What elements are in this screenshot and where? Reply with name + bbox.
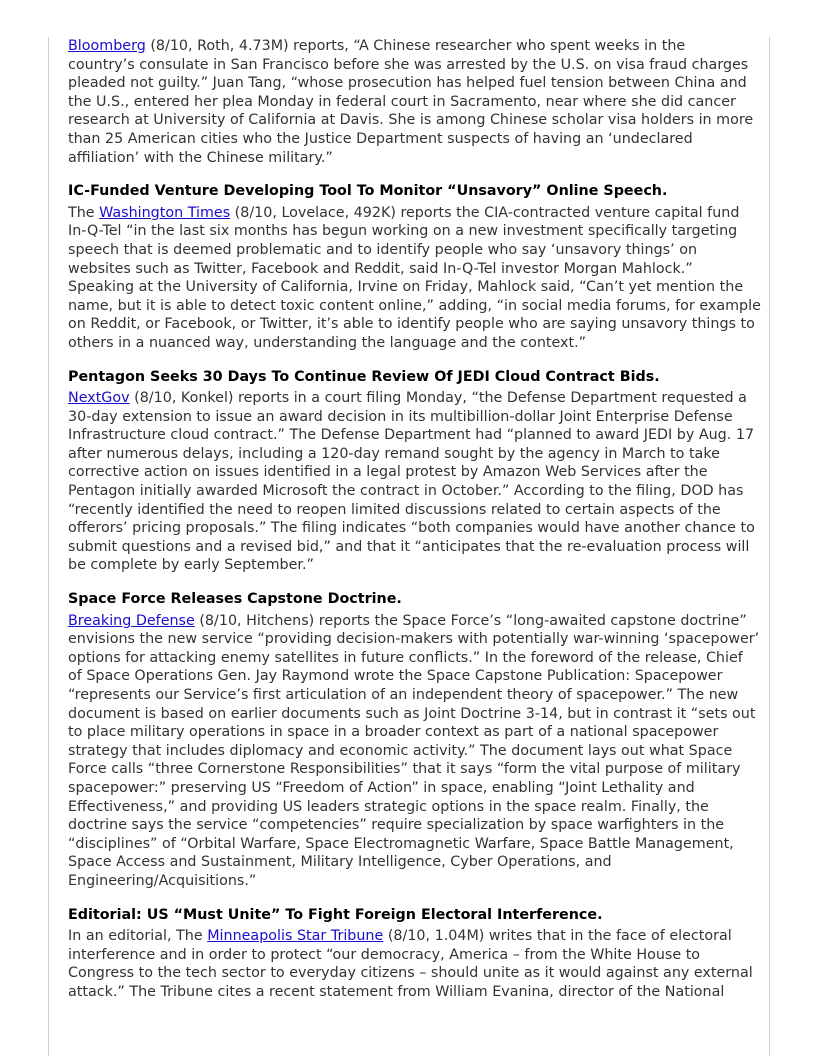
article-line: interference and in order to protect “our democracy, America – from the White House to — [68, 946, 701, 963]
article-headline: Space Force Releases Capstone Doctrine. — [68, 591, 402, 608]
article-line: attack.” The Tribune cites a recent statement from William Evanina, director of the National — [68, 983, 725, 1000]
article — [68, 368, 758, 576]
article-line: Pentagon initially awarded Microsoft the contract in October.” According to the filing, DOD has — [68, 483, 744, 500]
text-segment: (8/10, Roth, 4.73M) reports, “A Chinese researcher who spent weeks in the — [145, 38, 686, 54]
article-line: “represents our Service’s first articulation of an independent theory of spacepower.” The new — [68, 687, 739, 703]
article-line: affiliation’ with the Chinese military.” — [68, 149, 333, 166]
article-line: than 25 American cities who the Justice Department suspects of having an ‘undeclared — [68, 130, 693, 147]
text-segment: (8/10, Konkel) reports in a court filing Monday, “the Defense Department requested a — [129, 390, 747, 407]
text-segment: In an editorial, The — [68, 928, 208, 945]
article-headline: Pentagon Seeks 30 Days To Continue Review Of JEDI Cloud Contract Bids. — [68, 368, 660, 385]
news-content — [68, 37, 761, 1002]
text-segment: (8/10, Lovelace, 492K) reports the CIA-contracted venture capital fund — [230, 204, 740, 221]
article-line: Speaking at the University of California, Irvine on Friday, Mahlock said, “Can’t yet mention the — [68, 279, 744, 296]
article-line: “disciplines” of “Orbital Warfare, Space Electromagnetic Warfare, Space Battle Management, — [68, 835, 734, 852]
text-segment: (8/10, 1.04M) writes that in the face of electoral — [383, 928, 732, 945]
article-line: of Space Operations Gen. Jay Raymond wrote the Space Capstone Publication: Spacepower — [68, 668, 723, 685]
article-line: after numerous delays, including a 120-day remand sought by the agency in March to take — [68, 445, 720, 462]
article-line: Force calls “three Cornerstone Responsibilities” that it says “form the vital purpose of military — [68, 761, 741, 778]
article-line: doctrine says the service “competencies” require specialization by space warfighters in the — [68, 817, 725, 834]
article-line: In-Q-Tel “in the last six months has begun working on a new investment specifically targeting — [68, 223, 738, 240]
article — [68, 37, 758, 167]
article-headline: Editorial: US “Must Unite” To Fight Foreign Electoral Interference. — [68, 906, 603, 923]
article-line: research at University of California at Davis. She is among Chinese scholar visa holders in more — [68, 112, 754, 129]
article-line: be complete by early September.” — [68, 557, 314, 574]
article-line: others in a nuanced way, understanding the language and the context.” — [68, 334, 587, 351]
article-line: name, but it is able to detect toxic content online,” adding, “in social media forums, for example — [68, 297, 761, 314]
article-headline: IC-Funded Venture Developing Tool To Monitor “Unsavory” Online Speech. — [68, 183, 668, 200]
source-link[interactable]: Bloomberg — [68, 38, 146, 54]
article-line: Effectiveness,” and providing US leaders strategic options in the space realm. Finally, the — [68, 798, 709, 815]
article-line: offerors’ pricing proposals.” The filing indicates “both companies would have another chance to — [68, 520, 755, 537]
source-link[interactable]: Washington Times — [99, 204, 231, 221]
source-link[interactable]: Breaking Defense — [68, 612, 195, 629]
article-line: pleaded not guilty.” Juan Tang, “whose prosecution has helped fuel tension between China and — [68, 75, 747, 92]
source-link[interactable]: Minneapolis Star Tribune — [207, 928, 384, 945]
article-line: strategy that includes diplomacy and economic activity.” The document lays out what Space — [68, 742, 733, 759]
text-segment: The — [68, 204, 100, 221]
article-line: on Reddit, or Facebook, or Twitter, it’s able to identify people who are saying unsavory things to — [68, 316, 755, 333]
article-line: country’s consulate in San Francisco before she was arrested by the U.S. on visa fraud charges — [68, 56, 749, 73]
text-segment: (8/10, Hitchens) reports the Space Force’s “long-awaited capstone doctrine” — [194, 612, 747, 629]
article-line: 30-day extension to issue an award decision in its multibillion-dollar Joint Enterprise Defense — [68, 408, 733, 425]
article-line: envisions the new service “providing decision-makers with potentially war-winning ‘spacepower’ — [68, 631, 760, 648]
article-line: spacepower:” preserving US “Freedom of Action” in space, enabling “Joint Lethality and — [68, 779, 695, 796]
article-line: to place military operations in space in a broader context as part of a national spacepower — [68, 724, 719, 741]
article-line: submit questions and a revised bid,” and that it “anticipates that the re-evaluation process will — [68, 538, 750, 555]
article-line — [68, 204, 758, 223]
article-line: Space Access and Sustainment, Military Intelligence, Cyber Operations, and — [68, 854, 612, 871]
article-line: document is based on earlier documents such as Joint Doctrine 3-14, but in contrast it “sets out — [68, 705, 756, 722]
article — [68, 590, 758, 891]
article-line: speech that is deemed problematic and to identify people who say ‘unsavory things’ on — [68, 241, 697, 258]
article-line: corrective action on issues identified in a legal protest by Amazon Web Services after the — [68, 464, 708, 481]
article-line — [68, 389, 758, 408]
article-line — [68, 612, 758, 631]
article-line — [68, 37, 758, 56]
article-line: the U.S., entered her plea Monday in federal court in Sacramento, near where she did cancer — [68, 93, 736, 110]
article-line — [68, 927, 758, 946]
article-line: Infrastructure cloud contract.” The Defense Department had “planned to award JEDI by Aug. 17 — [68, 427, 755, 444]
article-line: Congress to the tech sector to everyday citizens – should unite as it would against any external — [68, 965, 753, 982]
article-line: options for attacking enemy satellites in future conflicts.” In the foreword of the release, Chief — [68, 649, 743, 666]
article-line: “recently identified the need to reopen limited discussions related to certain aspects of the — [68, 501, 721, 518]
source-link[interactable]: NextGov — [68, 390, 130, 407]
article — [68, 906, 758, 1002]
article-line: Engineering/Acquisitions.” — [68, 872, 257, 889]
article — [68, 182, 761, 352]
article-line: websites such as Twitter, Facebook and Reddit, said In-Q-Tel investor Morgan Mahlock.” — [68, 260, 693, 277]
